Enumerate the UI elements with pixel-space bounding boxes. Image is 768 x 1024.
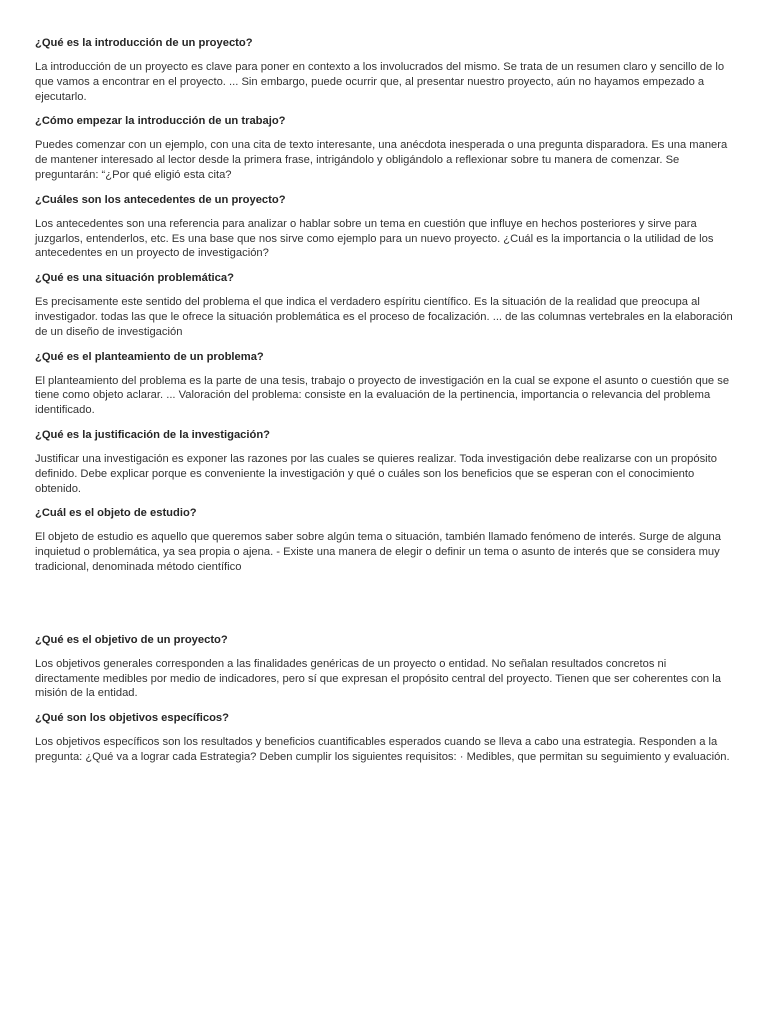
section-objetivos-especificos: [35, 711, 733, 765]
section-heading: ¿Cuáles son los antecedentes de un proyecto?: [35, 193, 286, 206]
section-paragraph: Los objetivos específicos son los resultados y beneficios cuantificables esperados cuando se lleva a cabo una estrategia. Responden a la pregunta: ¿Qué va a lograr cada Estrategia? Deben cumplir los siguientes requisitos: · Medibles, que permitan su seguimiento y evaluación.: [35, 736, 730, 763]
section-paragraph: Puedes comenzar con un ejemplo, con una cita de texto interesante, una anécdota inesperada o una pregunta disparadora. Es una manera de mantener interesado al lector desde la primera frase, intrigándolo y obligándolo a reflexionar sobre tu manera de comenzar. Se preguntarán: “¿Por qué eligió esta cita?: [35, 139, 728, 181]
section-situacion-problematica: [35, 271, 733, 339]
section-heading: ¿Cómo empezar la introducción de un trabajo?: [35, 115, 286, 128]
section-justificacion: [35, 428, 733, 496]
section-heading: ¿Qué es el planteamiento de un problema?: [35, 350, 264, 363]
section-antecedentes: [35, 193, 733, 261]
section-paragraph: La introducción de un proyecto es clave para poner en contexto a los involucrados del mismo. Se trata de un resumen claro y sencillo de lo que vamos a encontrar en el proyecto. ... Sin embargo, puede ocurrir que, al presentar nuestro proyecto, aún no hayamos empezado a ejecutarlo.: [35, 61, 725, 103]
section-paragraph: El planteamiento del problema es la parte de una tesis, trabajo o proyecto de investigación en la cual se expone el asunto o cuestión que se tiene como objeto aclarar. ... Valoración del problema: consiste en la evaluación de la pertinencia, importancia o relevancia del problema identificado.: [35, 374, 730, 417]
section-planteamiento: [35, 350, 733, 418]
section-introduccion: [35, 36, 733, 104]
section-paragraph: Los objetivos generales corresponden a las finalidades genéricas de un proyecto o entidad. No señalan resultados concretos ni directamente medibles por medio de indicadores, pero sí que expresan el propósito central del proyecto. Tienen que ser coherentes con la misión de la entidad.: [35, 657, 721, 700]
section-objeto-estudio: [35, 506, 733, 574]
section-heading: ¿Qué es la justificación de la investigación?: [35, 428, 271, 441]
blank-gap: [35, 585, 733, 633]
section-paragraph: Justificar una investigación es exponer las razones por las cuales se quieres realizar. Toda investigación debe realizarse con un propósito definido. Debe explicar porque es conveniente la investigación y qué o cuáles son los beneficios que se esperan con el conocimiento obtenido.: [35, 452, 717, 495]
section-paragraph: Los antecedentes son una referencia para analizar o hablar sobre un tema en cuestión que influye en hechos posteriores y sirve para juzgarlos, entenderlos, etc. Es una base que nos sirve como ejemplo para un nuevo proyecto. ¿Cuál es la importancia o la utilidad de los antecedentes en un proyecto de investigación?: [35, 217, 714, 260]
section-heading: ¿Qué es la introducción de un proyecto?: [35, 37, 253, 49]
section-paragraph: El objeto de estudio es aquello que queremos saber sobre algún tema o situación, también llamado fenómeno de interés. Surge de alguna inquietud o problemática, ya sea propia o ajena. - Existe una manera de elegir o definir un tema o asunto de interés que se considera muy tradicional, denominada método científico: [35, 531, 721, 573]
section-objetivo-proyecto: [35, 633, 733, 701]
section-heading: ¿Qué son los objetivos específicos?: [35, 712, 229, 725]
section-heading: ¿Qué es el objetivo de un proyecto?: [35, 633, 228, 646]
section-paragraph: Es precisamente este sentido del problema el que indica el verdadero espíritu científico. Es la situación de la realidad que preocupa al investigador. todas las que le ofrece la situación problemática es el proceso de focalización. ... de las columnas vertebrales en la elaboración de un diseño de investigación: [35, 296, 733, 338]
document-page: [35, 36, 733, 775]
section-heading: ¿Cuál es el objeto de estudio?: [35, 507, 197, 520]
section-empezar-introduccion: [35, 114, 733, 182]
section-heading: ¿Qué es una situación problemática?: [35, 272, 234, 285]
